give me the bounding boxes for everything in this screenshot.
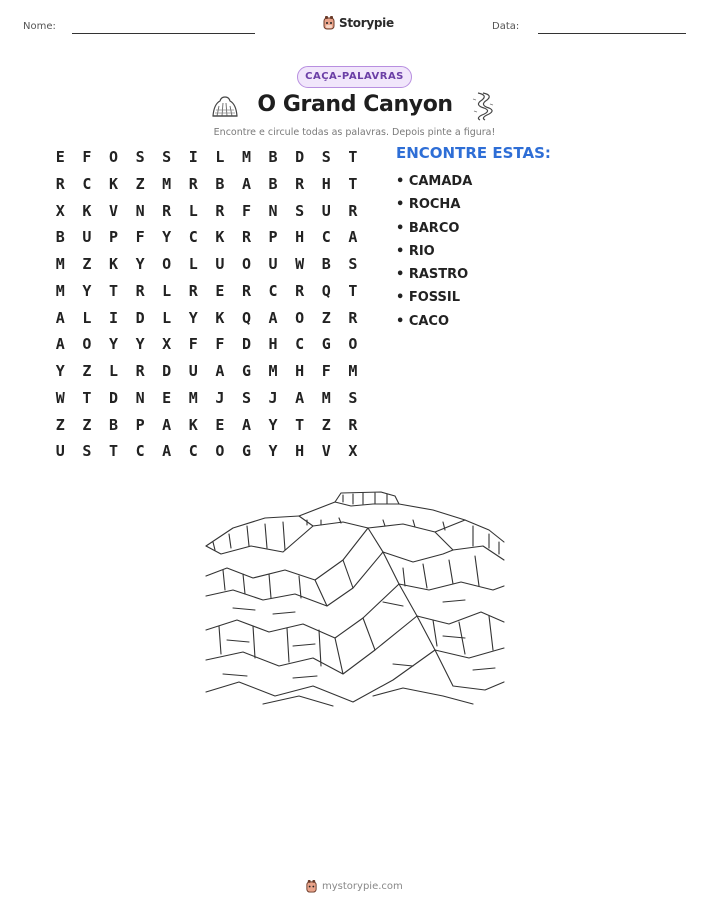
grid-letter[interactable]: J [268, 388, 278, 407]
grid-letter[interactable]: R [241, 281, 251, 300]
grid-letter[interactable]: N [135, 201, 145, 220]
grid-letter[interactable]: F [241, 201, 251, 220]
grid-letter[interactable]: B [268, 174, 278, 193]
grid-letter[interactable]: K [188, 415, 198, 434]
grid-letter[interactable]: L [162, 281, 172, 300]
grid-letter[interactable]: Z [82, 255, 92, 273]
brand-name: Storypie [339, 16, 394, 30]
grid-letter[interactable]: R [55, 174, 65, 193]
grid-letter[interactable]: S [162, 148, 172, 166]
footer [305, 879, 403, 894]
grid-letter[interactable]: S [348, 388, 358, 407]
grid-letter[interactable]: O [215, 442, 225, 461]
grid-letter[interactable]: O [162, 255, 172, 273]
grid-letter[interactable]: A [162, 415, 172, 434]
grid-letter[interactable]: R [348, 308, 358, 327]
grid-letter[interactable]: V [321, 442, 331, 461]
grid-letter[interactable]: M [268, 362, 278, 380]
grid-letter[interactable]: F [321, 362, 331, 380]
instructions: Encontre e circule todas as palavras. Depois pinte a figura! [213, 127, 496, 138]
footer-url: mystorypie.com [322, 881, 403, 892]
word-search-grid [47, 144, 366, 465]
grid-letter[interactable]: G [321, 335, 331, 354]
grid-letter[interactable]: D [162, 362, 172, 380]
grid-letter[interactable]: C [295, 335, 305, 354]
grid-letter[interactable]: K [215, 308, 225, 327]
grid-letter[interactable]: U [215, 255, 225, 273]
grid-letter[interactable]: R [135, 362, 145, 380]
grid-row [47, 251, 366, 278]
grid-letter[interactable]: V [108, 201, 118, 220]
word-list-item: • ROCHA [396, 197, 461, 213]
grid-letter[interactable]: Y [188, 308, 198, 327]
grid-letter[interactable]: T [108, 442, 118, 461]
grid-letter[interactable]: F [188, 335, 198, 354]
grid-letter[interactable]: H [295, 362, 305, 380]
grid-letter[interactable]: E [162, 388, 172, 407]
grid-row [47, 438, 366, 465]
grid-letter[interactable]: K [108, 255, 118, 273]
grid-letter[interactable]: C [188, 442, 198, 461]
grid-letter[interactable]: C [321, 228, 331, 247]
grid-letter[interactable]: K [215, 228, 225, 247]
grid-letter[interactable]: X [162, 335, 172, 354]
grid-letter[interactable]: H [321, 174, 331, 193]
activity-badge: CAÇA-PALAVRAS [297, 66, 412, 88]
grid-letter[interactable]: N [268, 201, 278, 220]
grid-letter[interactable]: X [55, 201, 65, 220]
grid-letter[interactable]: L [108, 362, 118, 380]
grid-letter[interactable]: Z [321, 308, 331, 327]
grid-letter[interactable]: G [241, 442, 251, 461]
grid-letter[interactable]: U [268, 255, 278, 273]
grid-letter[interactable]: E [215, 281, 225, 300]
grid-letter[interactable]: O [348, 335, 358, 354]
grid-letter[interactable]: H [295, 228, 305, 247]
grid-letter[interactable]: A [241, 174, 251, 193]
grid-letter[interactable]: M [162, 174, 172, 193]
grid-letter[interactable]: U [321, 201, 331, 220]
grid-letter[interactable]: L [215, 148, 225, 166]
word-list [396, 170, 472, 333]
grid-letter[interactable]: F [82, 148, 92, 166]
grid-letter[interactable]: O [82, 335, 92, 354]
grid-letter[interactable]: A [241, 415, 251, 434]
grid-letter[interactable]: A [295, 388, 305, 407]
word-list-item: • BARCO [396, 220, 460, 236]
grid-letter[interactable]: Y [135, 335, 145, 354]
grid-letter[interactable]: T [295, 415, 305, 434]
grid-row [47, 278, 366, 305]
word-list-item: • RASTRO [396, 267, 469, 283]
word-list-item: • RIO [396, 243, 435, 259]
grid-letter[interactable]: R [188, 174, 198, 193]
grid-letter[interactable]: I [188, 148, 198, 166]
grid-row [47, 358, 366, 385]
grid-letter[interactable]: Y [55, 362, 65, 380]
grid-letter[interactable]: L [188, 201, 198, 220]
grid-letter[interactable]: R [188, 281, 198, 300]
page-title: O Grand Canyon [257, 92, 453, 117]
grid-letter[interactable]: T [348, 148, 358, 166]
grid-letter[interactable]: T [108, 281, 118, 300]
grid-letter[interactable]: W [55, 388, 65, 407]
grid-letter[interactable]: Y [268, 415, 278, 434]
grid-letter[interactable]: Z [82, 415, 92, 434]
grid-letter[interactable]: F [135, 228, 145, 247]
grid-letter[interactable]: L [162, 308, 172, 327]
grid-letter[interactable]: O [241, 255, 251, 273]
grid-letter[interactable]: Q [241, 308, 251, 327]
grid-letter[interactable]: A [268, 308, 278, 327]
word-list-item: • CAMADA [396, 174, 473, 189]
grid-letter[interactable]: C [135, 442, 145, 461]
grid-letter[interactable]: H [268, 335, 278, 354]
grid-row [47, 331, 366, 358]
grid-row [47, 224, 366, 251]
grid-letter[interactable]: B [108, 415, 118, 434]
grid-letter[interactable]: A [55, 335, 65, 354]
grid-letter[interactable]: D [108, 388, 118, 407]
grid-letter[interactable]: C [268, 281, 278, 300]
brand-logo [322, 13, 394, 33]
river-icon [470, 91, 496, 121]
grid-letter[interactable]: R [162, 201, 172, 220]
grid-letter[interactable]: P [135, 415, 145, 434]
grid-letter[interactable]: L [188, 255, 198, 273]
grid-letter[interactable]: M [241, 148, 251, 166]
grid-letter[interactable]: S [295, 201, 305, 220]
grid-letter[interactable]: C [188, 228, 198, 247]
grid-row [47, 171, 366, 198]
word-list-item: • FOSSIL [396, 290, 461, 306]
grid-letter[interactable]: B [215, 174, 225, 193]
grid-letter[interactable]: H [295, 442, 305, 461]
grid-letter[interactable]: Y [108, 335, 118, 354]
grid-letter[interactable]: R [241, 228, 251, 247]
storypie-mascot-icon [322, 15, 336, 31]
grid-letter[interactable]: E [215, 415, 225, 434]
grid-letter[interactable]: Z [82, 362, 92, 380]
grid-letter[interactable]: E [55, 148, 65, 166]
grid-letter[interactable]: A [215, 362, 225, 380]
grid-letter[interactable]: S [321, 148, 331, 166]
grid-letter[interactable]: O [295, 308, 305, 327]
grid-letter[interactable]: Q [321, 281, 331, 300]
grid-letter[interactable]: B [268, 148, 278, 166]
grid-letter[interactable]: R [348, 415, 358, 434]
canyon-rock-icon [211, 92, 239, 120]
grid-letter[interactable]: M [348, 362, 358, 380]
grid-letter[interactable]: D [295, 148, 305, 166]
grid-letter[interactable]: R [295, 174, 305, 193]
grid-row [47, 144, 366, 171]
grid-letter[interactable]: Y [268, 442, 278, 461]
word-list-item: • CACO [396, 313, 450, 329]
grid-letter[interactable]: M [55, 281, 65, 300]
grid-letter[interactable]: Y [82, 281, 92, 300]
grid-letter[interactable]: S [135, 148, 145, 166]
grid-letter[interactable]: N [135, 388, 145, 407]
grid-row [47, 305, 366, 332]
grid-letter[interactable]: Z [135, 174, 145, 193]
grid-letter[interactable]: S [82, 442, 92, 461]
grid-letter[interactable]: B [55, 228, 65, 247]
grid-letter[interactable]: D [241, 335, 251, 354]
grid-letter[interactable]: M [321, 388, 331, 407]
grid-letter[interactable]: P [108, 228, 118, 247]
grid-letter[interactable]: Y [162, 228, 172, 247]
grid-letter[interactable]: B [321, 255, 331, 273]
grid-letter[interactable]: Z [55, 415, 65, 434]
grid-letter[interactable]: K [108, 174, 118, 193]
grid-letter[interactable]: X [348, 442, 358, 461]
grid-letter[interactable]: Z [321, 415, 331, 434]
grid-letter[interactable]: U [82, 228, 92, 247]
grid-letter[interactable]: O [108, 148, 118, 166]
grid-letter[interactable]: D [135, 308, 145, 327]
grid-letter[interactable]: U [188, 362, 198, 380]
grid-row [47, 412, 366, 439]
grid-letter[interactable]: T [348, 174, 358, 193]
grid-letter[interactable]: S [348, 255, 358, 273]
grid-letter[interactable]: G [241, 362, 251, 380]
storypie-mascot-icon [305, 879, 318, 894]
date-line[interactable] [538, 33, 686, 34]
grid-letter[interactable]: K [82, 201, 92, 220]
grid-letter[interactable]: S [241, 388, 251, 407]
grand-canyon-illustration[interactable] [203, 490, 506, 710]
grid-letter[interactable]: F [215, 335, 225, 354]
grid-letter[interactable]: U [55, 442, 65, 461]
name-line[interactable] [72, 33, 255, 34]
grid-letter[interactable]: C [82, 174, 92, 193]
name-label: Nome: [23, 21, 56, 32]
word-list-heading: ENCONTRE ESTAS: [396, 144, 551, 162]
grid-letter[interactable]: M [55, 255, 65, 273]
grid-letter[interactable]: P [268, 228, 278, 247]
grid-letter[interactable]: T [82, 388, 92, 407]
grid-letter[interactable]: L [82, 308, 92, 327]
grid-letter[interactable]: R [215, 201, 225, 220]
grid-letter[interactable]: R [295, 281, 305, 300]
grid-letter[interactable]: R [348, 201, 358, 220]
grid-row [47, 385, 366, 412]
grid-letter[interactable]: I [108, 308, 118, 327]
grid-letter[interactable]: A [162, 442, 172, 461]
grid-letter[interactable]: T [348, 281, 358, 300]
grid-letter[interactable]: A [348, 228, 358, 247]
grid-letter[interactable]: R [135, 281, 145, 300]
grid-letter[interactable]: A [55, 308, 65, 327]
grid-letter[interactable]: W [295, 255, 305, 273]
grid-row [47, 198, 366, 225]
grid-letter[interactable]: Y [135, 255, 145, 273]
date-label: Data: [492, 21, 520, 32]
grid-letter[interactable]: J [215, 388, 225, 407]
grid-letter[interactable]: M [188, 388, 198, 407]
